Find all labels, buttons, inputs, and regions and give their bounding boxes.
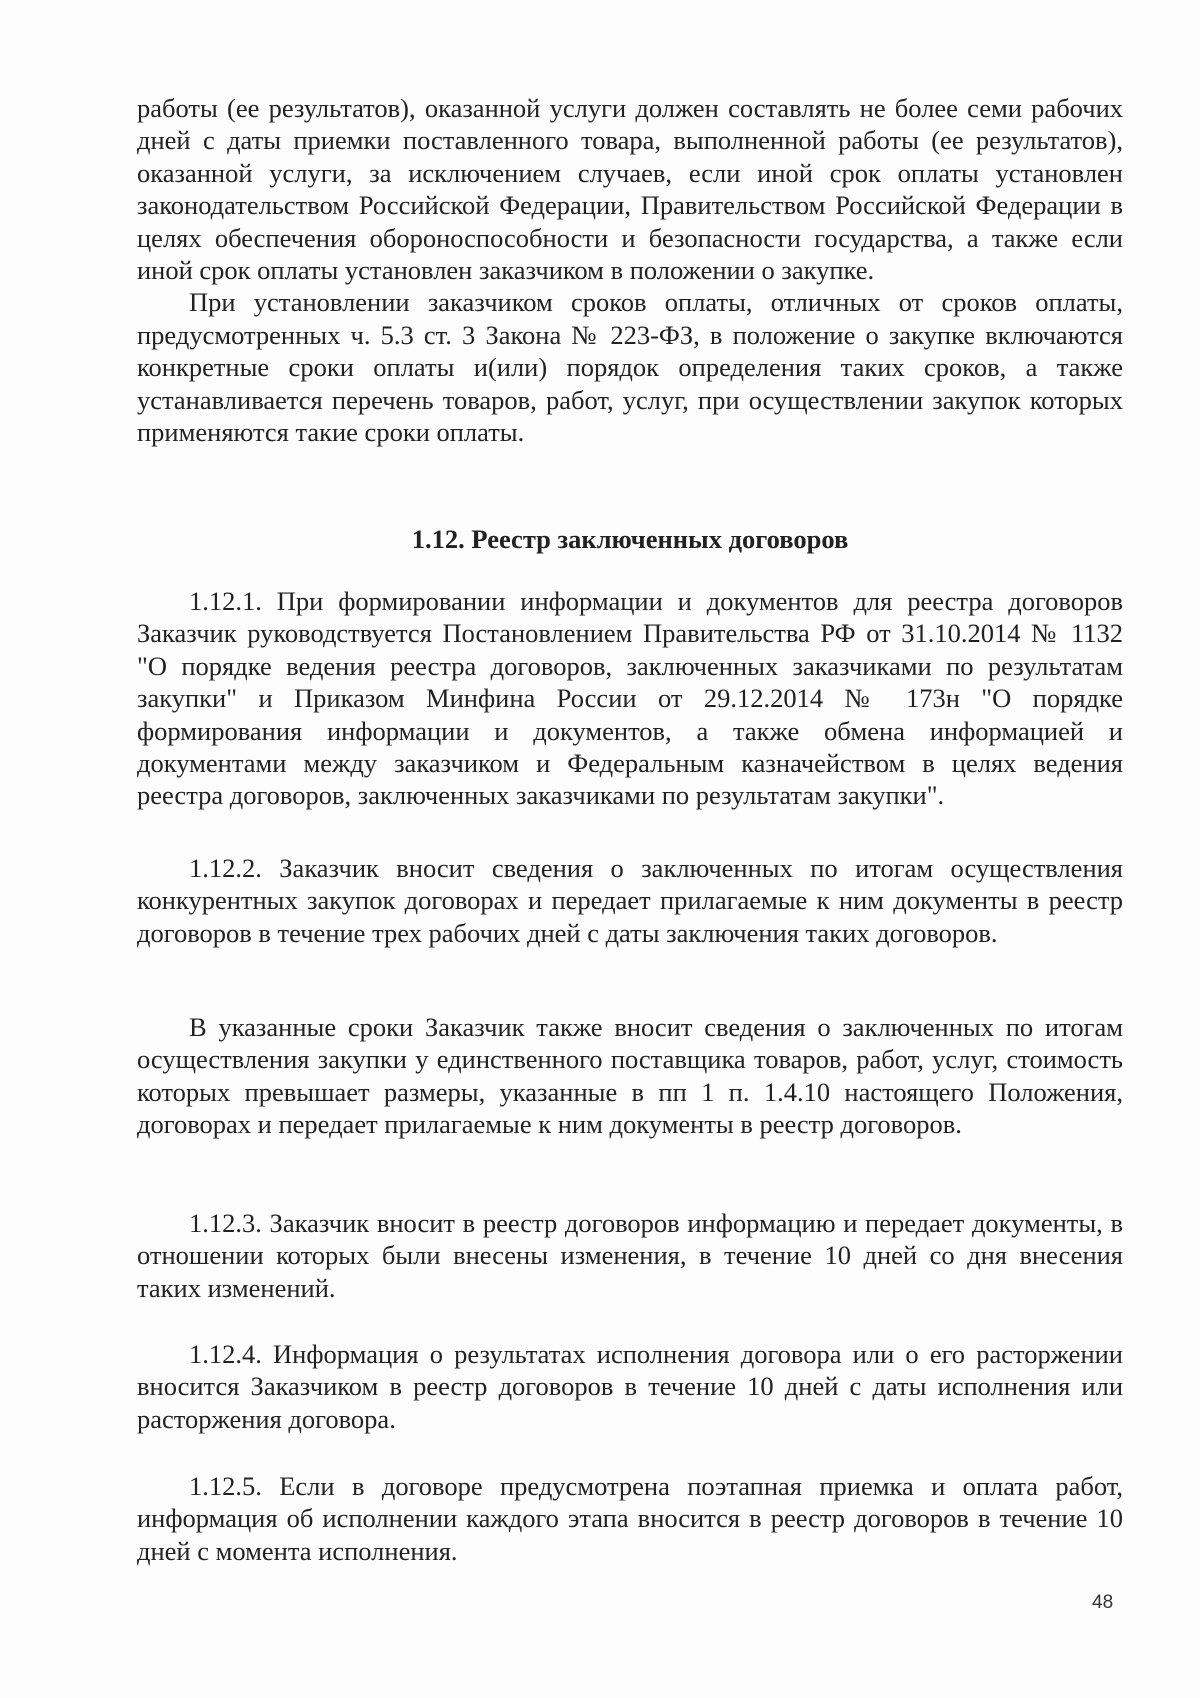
text-block-1-12-4 — [137, 1338, 1123, 1435]
text-block-1-12-1 — [137, 585, 1123, 812]
paragraph-1-12-2: 1.12.2. Заказчик вносит сведения о заключенных по итогам осуществления конкурентных закупок договорах и передает прилагаемые к ним документы в реестр договоров в течение трех рабочих дней с даты заключения таких договоров. — [137, 853, 1123, 948]
paragraph-payment-terms: работы (ее результатов), оказанной услуги должен составлять не более семи рабочих дней с даты приемки поставленного товара, выполненной работы (ее результатов), оказанной услуги, за исключением случаев, если иной срок оплаты установлен законодательством Российской Федерации, Правительством Российской Федерации в целях обеспечения обороноспособности и безопасности государства, а также если иной срок оплаты установлен заказчиком в положении о закупке. — [137, 93, 1123, 286]
text-block-sole-supplier — [137, 1011, 1123, 1141]
paragraph-1-12-4: 1.12.4. Информация о результатах исполнения договора или о его расторжении вносится Заказчиком в реестр договоров в течение 10 дней с даты исполнения или расторжения договора. — [137, 1339, 1123, 1434]
text-block-top — [137, 92, 1123, 448]
paragraph-1-12-1: 1.12.1. При формировании информации и документов для реестра договоров Заказчик руководствуется Постановлением Правительства РФ от 31.10.2014 № 1132 "О порядке ведения реестра договоров, заключенных заказчиками по результатам закупки" и Приказом Минфина России от 29.12.2014 № 173н "О порядке формирования информации и документов, а также обмена информацией и документами между заказчиком и Федеральным казначейством в целях ведения реестра договоров, заключенных заказчиками по результатам закупки". — [137, 586, 1123, 811]
section-heading-block — [137, 523, 1123, 555]
text-block-1-12-2 — [137, 852, 1123, 949]
paragraph-1-12-3: 1.12.3. Заказчик вносит в реестр договоров информацию и передает документы, в отношении которых были внесены изменения, в течение 10 дней со дня внесения таких изменений. — [137, 1208, 1123, 1303]
text-block-1-12-5 — [137, 1470, 1123, 1567]
paragraph-payment-terms-exceptions: При установлении заказчиком сроков оплаты, отличных от сроков оплаты, предусмотренных ч. 5.3 ст. 3 Закона № 223-ФЗ, в положение о закупке включаются конкретные сроки оплаты и(или) порядок определения таких сроков, а также устанавливается перечень товаров, работ, услуг, при осуществлении закупок которых применяются такие сроки оплаты. — [137, 287, 1123, 448]
page-number: 48 — [1092, 1592, 1114, 1613]
text-block-1-12-3 — [137, 1207, 1123, 1304]
paragraph-sole-supplier: В указанные сроки Заказчик также вносит сведения о заключенных по итогам осуществления закупки у единственного поставщика товаров, работ, услуг, стоимость которых превышает размеры, указанные в пп 1 п. 1.4.10 настоящего Положения, договорах и передает прилагаемые к ним документы в реестр договоров. — [137, 1012, 1123, 1140]
paragraph-1-12-5: 1.12.5. Если в договоре предусмотрена поэтапная приемка и оплата работ, информация об исполнении каждого этапа вносится в реестр договоров в течение 10 дней с момента исполнения. — [137, 1471, 1123, 1566]
section-heading: 1.12. Реестр заключенных договоров — [411, 524, 849, 554]
